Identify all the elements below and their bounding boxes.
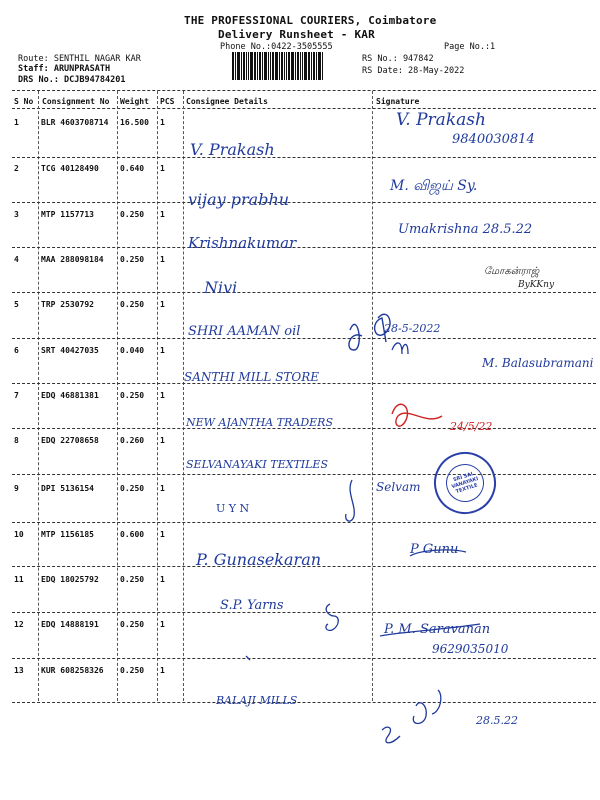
signature-text: M. விஜய் Sy. xyxy=(390,178,478,194)
row-pcs: 1 xyxy=(160,391,165,400)
col-sno: S No xyxy=(14,97,34,106)
row-consignment: EDQ 22708658 xyxy=(41,436,99,445)
row-consignment: EDQ 18025792 xyxy=(41,575,99,584)
row-consignment: DPI 5136154 xyxy=(41,484,94,493)
stamp-text: SRI SAI VANAYAKI TEXTILE xyxy=(450,471,480,496)
row-weight: 0.250 xyxy=(120,391,145,400)
row-sno: 1 xyxy=(14,118,19,127)
row-sno: 13 xyxy=(14,666,24,675)
row-pcs: 1 xyxy=(160,484,165,493)
handwritten-name: Nivi xyxy=(204,278,238,297)
row-consignment: BLR 4603708714 xyxy=(41,118,109,127)
row-weight: 0.040 xyxy=(120,346,145,355)
row-consignment: MTP 1157713 xyxy=(41,210,94,219)
row-sno: 5 xyxy=(14,300,19,309)
drs-number: DRS No.: DCJB94784201 xyxy=(18,75,126,85)
row-consignment: EDQ 14888191 xyxy=(41,620,99,629)
row-weight: 0.250 xyxy=(120,255,145,264)
row-sno: 3 xyxy=(14,210,19,219)
staff-label: Staff: ARUNPRASATH xyxy=(18,64,111,74)
col-signature: Signature xyxy=(376,97,420,106)
row-sno: 6 xyxy=(14,346,19,355)
rs-date: RS Date: 28-May-2022 xyxy=(362,66,465,76)
rs-number: RS No.: 947842 xyxy=(362,54,434,64)
handwritten-name: SHRI AAMAN oil xyxy=(188,324,301,339)
signature-text: 9840030814 xyxy=(452,132,535,147)
row-consignment: KUR 608258326 xyxy=(41,666,104,675)
row-consignment: EDQ 46881381 xyxy=(41,391,99,400)
signature-text: மோகன்ராஜ் xyxy=(484,266,540,277)
page-title: THE PROFESSIONAL COURIERS, Coimbatore xyxy=(184,14,437,27)
signature-text: P Gunu xyxy=(410,542,459,557)
handwritten-name: NEW AJANTHA TRADERS xyxy=(186,416,333,429)
col-pcs: PCS xyxy=(160,97,175,106)
row-pcs: 1 xyxy=(160,666,165,675)
row-weight: 0.250 xyxy=(120,300,145,309)
row-weight: 0.250 xyxy=(120,484,145,493)
row-pcs: 1 xyxy=(160,436,165,445)
row-sno: 9 xyxy=(14,484,19,493)
handwritten-name: U Y N xyxy=(216,502,250,515)
row-weight: 0.250 xyxy=(120,575,145,584)
row-consignment: MTP 1156185 xyxy=(41,530,94,539)
row-weight: 0.250 xyxy=(120,666,145,675)
handwritten-name: vijay prabhu xyxy=(188,190,290,209)
signature-text: M. Balasubramani xyxy=(482,356,594,370)
signature-text: V. Prakash xyxy=(396,110,486,130)
row-pcs: 1 xyxy=(160,255,165,264)
handwritten-name: SANTHI MILL STORE xyxy=(184,370,320,384)
row-pcs: 1 xyxy=(160,346,165,355)
signature-text: 28-5-2022 xyxy=(384,322,441,335)
page-number: Page No.:1 xyxy=(444,42,496,52)
row-consignment: MAA 288098184 xyxy=(41,255,104,264)
handwritten-name: V. Prakash xyxy=(190,140,275,159)
row-sno: 10 xyxy=(14,530,24,539)
row-weight: 0.250 xyxy=(120,620,145,629)
row-weight: 0.600 xyxy=(120,530,145,539)
handwritten-name: SELVANAYAKI TEXTILES xyxy=(186,458,328,471)
signature-text: 9629035010 xyxy=(432,642,509,656)
row-pcs: 1 xyxy=(160,210,165,219)
row-pcs: 1 xyxy=(160,118,165,127)
handwritten-name: Krishnakumar xyxy=(188,234,297,252)
row-weight: 0.250 xyxy=(120,210,145,219)
row-consignment: TCG 40128490 xyxy=(41,164,99,173)
row-weight: 16.500 xyxy=(120,118,149,127)
row-sno: 4 xyxy=(14,255,19,264)
row-sno: 2 xyxy=(14,164,19,173)
route-label: Route: SENTHIL NAGAR KAR xyxy=(18,54,141,64)
signature-text: P. M. Saravanan xyxy=(384,622,491,637)
page-subtitle: Delivery Runsheet - KAR xyxy=(218,28,375,41)
row-sno: 12 xyxy=(14,620,24,629)
signature-text: Umakrishna 28.5.22 xyxy=(398,222,533,237)
row-weight: 0.260 xyxy=(120,436,145,445)
signature-text: 24/5/22 xyxy=(450,420,493,433)
row-pcs: 1 xyxy=(160,620,165,629)
col-weight: Weight xyxy=(120,97,149,106)
row-pcs: 1 xyxy=(160,530,165,539)
col-consignee: Consignee Details xyxy=(186,97,268,106)
phone-number: Phone No.:0422-3505555 xyxy=(220,42,333,52)
signature-text: 28.5.22 xyxy=(476,714,518,727)
row-pcs: 1 xyxy=(160,575,165,584)
row-consignment: SRT 40427035 xyxy=(41,346,99,355)
handwritten-name: S.P. Yarns xyxy=(220,598,284,613)
row-consignment: TRP 2530792 xyxy=(41,300,94,309)
signature-text: Selvam xyxy=(376,480,421,494)
row-sno: 7 xyxy=(14,391,19,400)
row-sno: 8 xyxy=(14,436,19,445)
row-weight: 0.640 xyxy=(120,164,145,173)
handwritten-name: P. Gunasekaran xyxy=(196,550,322,569)
signature-text: ByKKny xyxy=(518,280,555,290)
col-consignment: Consignment No xyxy=(42,97,110,106)
handwritten-name: BALAJI MILLS xyxy=(216,694,298,707)
row-pcs: 1 xyxy=(160,300,165,309)
row-sno: 11 xyxy=(14,575,24,584)
row-pcs: 1 xyxy=(160,164,165,173)
